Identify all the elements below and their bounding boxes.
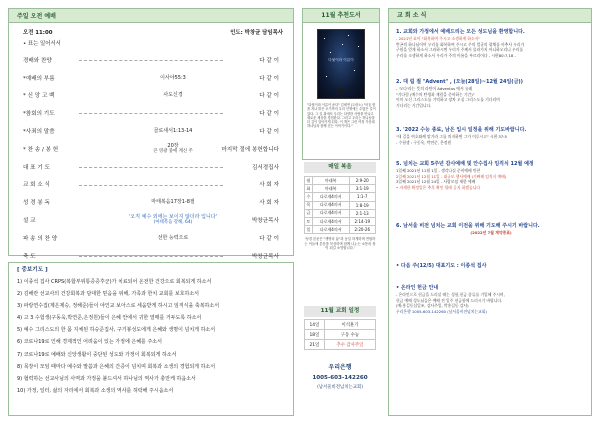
worship-item-detail-main: 마태복음17장1-8절 [151,199,195,206]
news-item-line: 우리를 소생하게 하소서 우리가 주의 이름을 부르리이다 - 시편80:7,18 - [396,52,516,58]
news-item-line: 헌금 예배 성도님들은 예배 전 일주 헌금함에 드리시기 바랍니다. [396,297,503,303]
bible-row [305,226,376,234]
news-item-line: 2일째 2021년 12월 11일 - 대규모 행사예배 (기뻐해 임직식 예배) [396,173,507,179]
bible-cell: 다로제4의서 [312,201,349,209]
worship-item-person: 사 회 자 [259,182,279,189]
prayer-item: 10) 가정, 일터, 삶의 자리에서 회복과 소생의 역사를 허락해 주시옵소서 [17,387,174,394]
worship-item-detail-main: 20장 [167,142,179,149]
worship-item-detail [113,75,233,81]
worship-item-detail-sub: 큰 영광 중에 계신 주 [153,148,193,154]
recommended-book-title: 11월 추천도서 [303,9,379,23]
prayer-item: 8) 목장이 모임 때마다 예수와 말씀과 은혜의 간증이 넘치며 회복과 소생의 경험되게 하소서 [17,363,216,370]
dotted-leader [79,167,223,168]
bible-cell: 수 [305,193,313,201]
book-cover-image [317,29,365,99]
dotted-leader [79,60,223,61]
worship-item-name: 축 도 [23,253,36,260]
schedule-row [305,320,376,330]
worship-item-detail [113,128,233,134]
bible-cell: 1:1-7 [349,193,376,201]
worship-row [9,51,293,69]
bible-cell: 다로제4의서 [312,217,349,225]
news-item-title: 3. '2022 수능 종료, 남은 입시 일정을 위해 기도바랍니다. [396,127,527,133]
worship-rows [9,51,293,265]
news-item [396,127,586,145]
news-item [396,161,586,190]
worship-item-person: 다 같 이 [259,57,279,64]
bible-cell: 금 [305,209,313,217]
dotted-leader [79,113,223,114]
bank-name: 우리은행 [328,364,352,371]
worship-item-detail [113,143,233,155]
worship-item-name: *참회의 기도 [23,111,55,118]
news-item-line: 이미 오신 그리스도를 기억하고 장차 오실 그리스도를 기다리며 [396,97,500,103]
bible-cell: 다로제4의서 [312,193,349,201]
news-item-line: 구원을 얻게 하소서 그러하시면 우리가 주께서 물러가지 아니하오리니 우리를 [396,47,524,53]
news-item-title: • 다음 주(12/5) 대표기도 : 이종석 집사 [396,263,487,269]
bible-cell: 마태복 [312,185,349,193]
news-item [396,285,586,314]
schedule-panel [304,306,376,416]
schedule-event: 추수 감사주일 [324,340,375,350]
news-item [396,29,586,58]
worship-item-name: * 신 앙 고 백 [23,93,55,100]
worship-item-name: * 찬 송 / 봉 헌 [23,146,59,153]
dotted-leader [79,256,223,257]
news-item-line: • 자세한 확정일은 추후 확인 될때 공지 하겠습니다 [396,184,481,190]
worship-item-person: 박창균목사 [251,218,279,225]
worship-item-detail-main: 사도신경 [163,92,183,99]
prayer-item: 7) 코로나19로 예배와 신앙생활이 중단된 성도와 가정이 회복되게 하소서 [17,351,177,358]
worship-item-person: 다 같 이 [259,235,279,242]
news-item-title: 5. 넘치는 교회 5주년 감사예배 및 안수집사 임직식 12월 예정 [396,161,534,167]
worship-item-detail [113,214,233,226]
news-item [396,79,586,108]
worship-row [9,69,293,87]
prayer-item: 4) 고 3 수험생(구동욱,박연준,은정원)들이 은혜 안에서 귀한 열매를 거두도록 하소서 [17,315,202,322]
worship-row [9,158,293,176]
news-item-line: - 수험생 : 구동욱, 박연준, 은정원 [396,139,452,145]
schedule-date: 21일 [305,340,325,350]
news-item-line: 기다리는 기간입니다. [396,102,432,108]
news-item-line: 반곤의 하나님이어 우리를 회복하여 주시고 주의 얼굴의 광채를 비추사 우리가 [396,41,525,47]
prayer-item: 9) 협력하는 선교사님의 사역과 가정을 붙드셔서 하나님의 역사가 충만케 하옵소서 [17,375,196,382]
bible-cell: 1:8-19 [349,201,376,209]
worship-item-detail [113,235,233,241]
worship-row [9,176,293,194]
worship-item-person: 다 같 이 [259,93,279,100]
news-item [396,263,586,270]
prayer-panel [8,262,294,416]
schedule-title: 11월 교회 일정 [304,306,376,317]
worship-order-panel [8,8,294,260]
schedule-table [304,319,376,350]
worship-row [9,140,293,158]
recommended-book-panel [302,8,380,160]
worship-leader: 인도: 박창균 담임목사 [230,30,283,36]
bible-cell: 2:1-13 [349,209,376,217]
worship-row [9,104,293,122]
news-item-line: "내 길을 여호와께 맡기라 그를 의지하면 그가 이루시고" 시편 37:5 [396,134,507,139]
worship-header [9,23,293,36]
worship-row [9,193,293,211]
worship-item-detail [113,199,233,205]
news-item-line: "기다림 (예수의 탄생과 재림을 준비하는 기간)" [396,91,475,97]
worship-row [9,229,293,247]
worship-item-name: 설 교 [23,218,36,225]
prayer-item: 6) 코로나19로 인해 경제적인 어려움이 있는 가정에 은혜를 주소서 [17,339,162,346]
worship-item-person: 다 같 이 [259,129,279,136]
prayer-item: 5) 예수 그리스도의 한 몸 지체된 하승준집사, 구기봉성도에게 은혜와 생명이 넘치게 하소서 [17,327,216,334]
schedule-event: 구동 수능 [324,330,375,340]
bible-cell: 다로제4의서 [312,226,349,234]
worship-item-person: 다 같 이 [259,75,279,82]
worship-item-name: 교 회 소 식 [23,182,50,189]
bible-cell: 일 [305,226,313,234]
news-item-title: • 온라인 헌금 안내 [396,285,439,291]
bible-row [305,217,376,225]
worship-item-detail-sub: (마태복음 강해, 64) [153,220,193,226]
worship-item-person: 사 회 자 [259,200,279,207]
bible-row [305,177,376,185]
worship-item-person: 박창균목사 [251,253,279,260]
bank-account: 1005-603-142260 [312,375,368,381]
bible-cell: 3:1-19 [349,185,376,193]
bible-cell: 2:20-26 [349,226,376,234]
bible-cell: 화 [305,185,313,193]
bible-cell: 2:14-19 [349,217,376,225]
church-news-title: 교 회 소 식 [389,9,591,23]
church-news-panel [388,8,592,416]
schedule-date: 18일 [305,330,325,340]
worship-row [9,211,293,229]
news-item-title: 6. 남서울 비전 넘치는 교회 이전을 위해 기도해 주시기 바랍니다. [396,223,540,229]
bible-row [305,209,376,217]
worship-item-detail-main: 선한 능력으로 [157,234,189,241]
news-item-line: 우리은행 1005-603-142260 (남서울비전넘치는교회) [396,308,487,314]
prayer-item: 1) 이종석 집사 CRPS(복합부위통증증후군)가 치료되어 온전한 건강으로 회복되게 하소서 [17,279,212,285]
worship-item-name: 대 표 기 도 [23,164,50,171]
news-item-line: 3일째 2021년 12월 24일 - 사랑모임 제한 예배 [396,179,476,185]
worship-item-person: 김서경집사 [251,164,279,171]
daily-bible-table [304,176,376,234]
daily-bible-title: 매일 복음 [304,162,376,173]
worship-time: 오전 11:00 [23,30,53,36]
prayer-item: 2) 김해란 선교사의 건강회복과 담대한 믿음을 위해, 가족과 한치 교회를 보호하소서 [17,291,200,298]
bible-row [305,185,376,193]
schedule-row [305,330,376,340]
news-item-line: (예:홍길동십일조, 감사주일, 박홍길동 감사) [396,303,469,309]
bible-cell: 토 [305,217,313,225]
prayer-item: 3) 파랑연수집(제은제승, 정해준)들이 야인교 보아스로 세움받게 하시고 임직식을 축복하소서 [17,303,220,310]
bank-owner: (남서울비전넘치는교회) [317,385,363,390]
news-item-line: - '오다'라는 뜻의 라틴어 Adventus 에서 유래 [396,86,473,91]
worship-item-detail [113,92,233,98]
bible-cell: 2:9-20 [349,177,376,185]
schedule-event: 이석훈기 [324,320,375,330]
worship-item-name: *예배의 부름 [23,75,55,82]
news-item-line: - 2021년 표어 "회복하여 주시고 소생하게 하소서" [396,36,481,41]
daily-bible-note: '성경 본문은 "생명의 삶"과 동일 하게하며 연합하는 이들에 본문을 묵상하며 함께 나누는 소통의 장이 되길 소망합니다.' [304,237,376,251]
worship-item-person: 다 같 이 [259,111,279,118]
news-item [396,223,586,236]
prayer-title: [ 중보기도 ] [17,267,48,273]
prayer-list [9,274,293,397]
worship-item-name: 경배와 찬양 [23,57,52,64]
daily-bible-panel [304,162,376,304]
bible-cell: 마태복 [312,177,349,185]
book-cover-title: 다윗이라 이름이 [328,58,354,62]
bible-row [305,201,376,209]
dotted-leader [79,185,223,186]
worship-item-detail-main: '오직 예수 외에는 보이지 않더라 입니다' [129,214,217,221]
news-item-title: 1. 교회와 가정에서 예배드리는 모든 성도님을 환영합니다. [396,29,525,35]
bible-row [305,193,376,201]
worship-row [9,87,293,105]
worship-item-name: 성 경 봉 독 [23,200,50,207]
schedule-row [305,340,376,350]
worship-title: 주일 오전 예배 [9,9,293,23]
bible-cell: 다로제4의서 [312,209,349,217]
worship-item-detail-main: 이사야55:3 [160,74,186,81]
schedule-date: 14일 [305,320,325,330]
news-item-line: 1일째 2021년 11월 1일 - 생각나실 준비예배 만찬 [396,168,481,173]
worship-note: • 표는 일어서서 [23,41,61,47]
book-description: "다윗이라 이름이 준다" 김세연 (두란노) "어둠 밤을 지나 밝은 오기까지 우리 인생에는 수많은 길이 있다. 그 길 위에서 우리는 다양한 사람을 만나고 새로운 세상을 경험한다. 그리고 우리는 하나님을 더 깊이 알아가게 된다. 이 책은 그런 여정 가운데 하나님과 함께 걷는 이야기이다." [307,103,376,129]
news-item-line: - 온라인으로 헌금을 드리실 때는 성함,헌금 종류를 기입해 주시며, [396,292,505,297]
figure-silhouette-icon [338,88,344,94]
worship-item-person: 마지막 절에 봉헌합니다 [221,146,279,153]
bank-info [304,362,376,390]
news-item-title: 2. 대 림 절 "Advent" , (오늘(28일)~12월 24일(금)) [396,79,523,85]
bible-cell: 월 [305,177,313,185]
news-item-line: (2022년 7월 계약종료) [470,230,512,235]
worship-item-detail-main: 골로새서1:13-14 [153,128,193,135]
bible-cell: 목 [305,201,313,209]
worship-item-name: *사죄의 말씀 [23,129,55,136]
worship-item-name: 파 송 의 찬 양 [23,235,58,242]
worship-row [9,122,293,140]
